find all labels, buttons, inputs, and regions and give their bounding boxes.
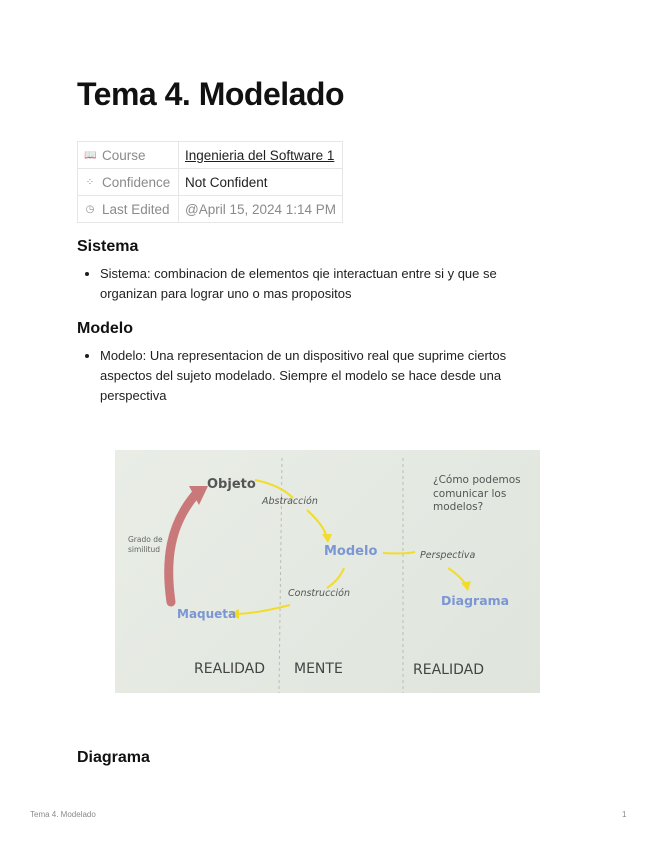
label-modelo: Modelo: [324, 544, 378, 559]
arrowhead: [461, 581, 471, 591]
label-line: comunicar los: [433, 487, 507, 500]
arrow-perspectiva-1: [383, 552, 415, 553]
property-key-label: Course: [102, 147, 146, 163]
arrow-perspectiva-2: [448, 568, 466, 585]
label-mente: MENTE: [294, 661, 343, 677]
label-line: Grado de: [128, 535, 163, 544]
list-item: • Sistema: combinacion de elementos qie interactuan entre si y que se organizan para lograr uno o mas propositos: [100, 264, 550, 304]
section-heading-diagrama: Diagrama: [77, 749, 150, 766]
property-value: [179, 142, 343, 169]
property-key-label: Confidence: [102, 174, 171, 190]
arrowhead: [322, 534, 332, 543]
footer-title: Tema 4. Modelado: [30, 810, 96, 819]
page-number: 1: [622, 810, 627, 819]
property-row-course: [78, 142, 343, 169]
bullet-list-sistema: [77, 264, 550, 304]
property-key: [78, 196, 179, 223]
clock-icon: ◷: [85, 204, 95, 216]
label-perspectiva: Perspectiva: [420, 550, 476, 561]
model-diagram-image: [115, 450, 540, 693]
label-maqueta: Maqueta: [177, 607, 237, 621]
property-key: [78, 142, 179, 169]
property-value[interactable]: Not Confident: [179, 169, 343, 196]
list-item: • Modelo: Una representacion de un dispositivo real que suprime ciertos aspectos del sujeto modelado. Siempre el modelo se hace desde una perspectiva: [100, 346, 550, 406]
label-line: similitud: [128, 545, 161, 554]
arrow-construccion-1: [327, 568, 344, 588]
label-line: ¿Cómo podemos: [433, 474, 521, 486]
section-heading-sistema: Sistema: [77, 238, 139, 255]
property-value: @April 15, 2024 1:14 PM: [179, 196, 343, 223]
course-link[interactable]: Ingenieria del Software 1: [185, 147, 335, 163]
bullet-list-modelo: [77, 346, 550, 406]
label-objeto: Objeto: [207, 477, 256, 492]
properties-table: [77, 141, 343, 223]
label-diagrama: Diagrama: [441, 593, 510, 608]
label-realidad-right: REALIDAD: [413, 662, 484, 678]
label-line: modelos?: [433, 501, 484, 513]
property-row-last-edited: [78, 196, 343, 223]
page-title: Tema 4. Modelado: [77, 76, 345, 112]
divider-line: [279, 458, 282, 693]
property-key: [78, 169, 179, 196]
property-key-label: Last Edited: [102, 201, 170, 217]
question-text: [433, 474, 521, 515]
arrow-abstraccion-2: [307, 510, 327, 538]
label-construccion: Construcción: [288, 588, 350, 599]
loader-icon: ⁘: [85, 177, 95, 189]
label-realidad-left: REALIDAD: [194, 661, 265, 677]
label-abstraccion: Abstracción: [262, 496, 318, 507]
arrow-construccion-2: [237, 605, 290, 614]
book-icon: 📖: [84, 150, 97, 162]
property-row-confidence: [78, 169, 343, 196]
section-heading-modelo: Modelo: [77, 320, 133, 337]
label-grado-de-similitud: [128, 535, 163, 555]
similarity-arrow: [169, 495, 195, 602]
